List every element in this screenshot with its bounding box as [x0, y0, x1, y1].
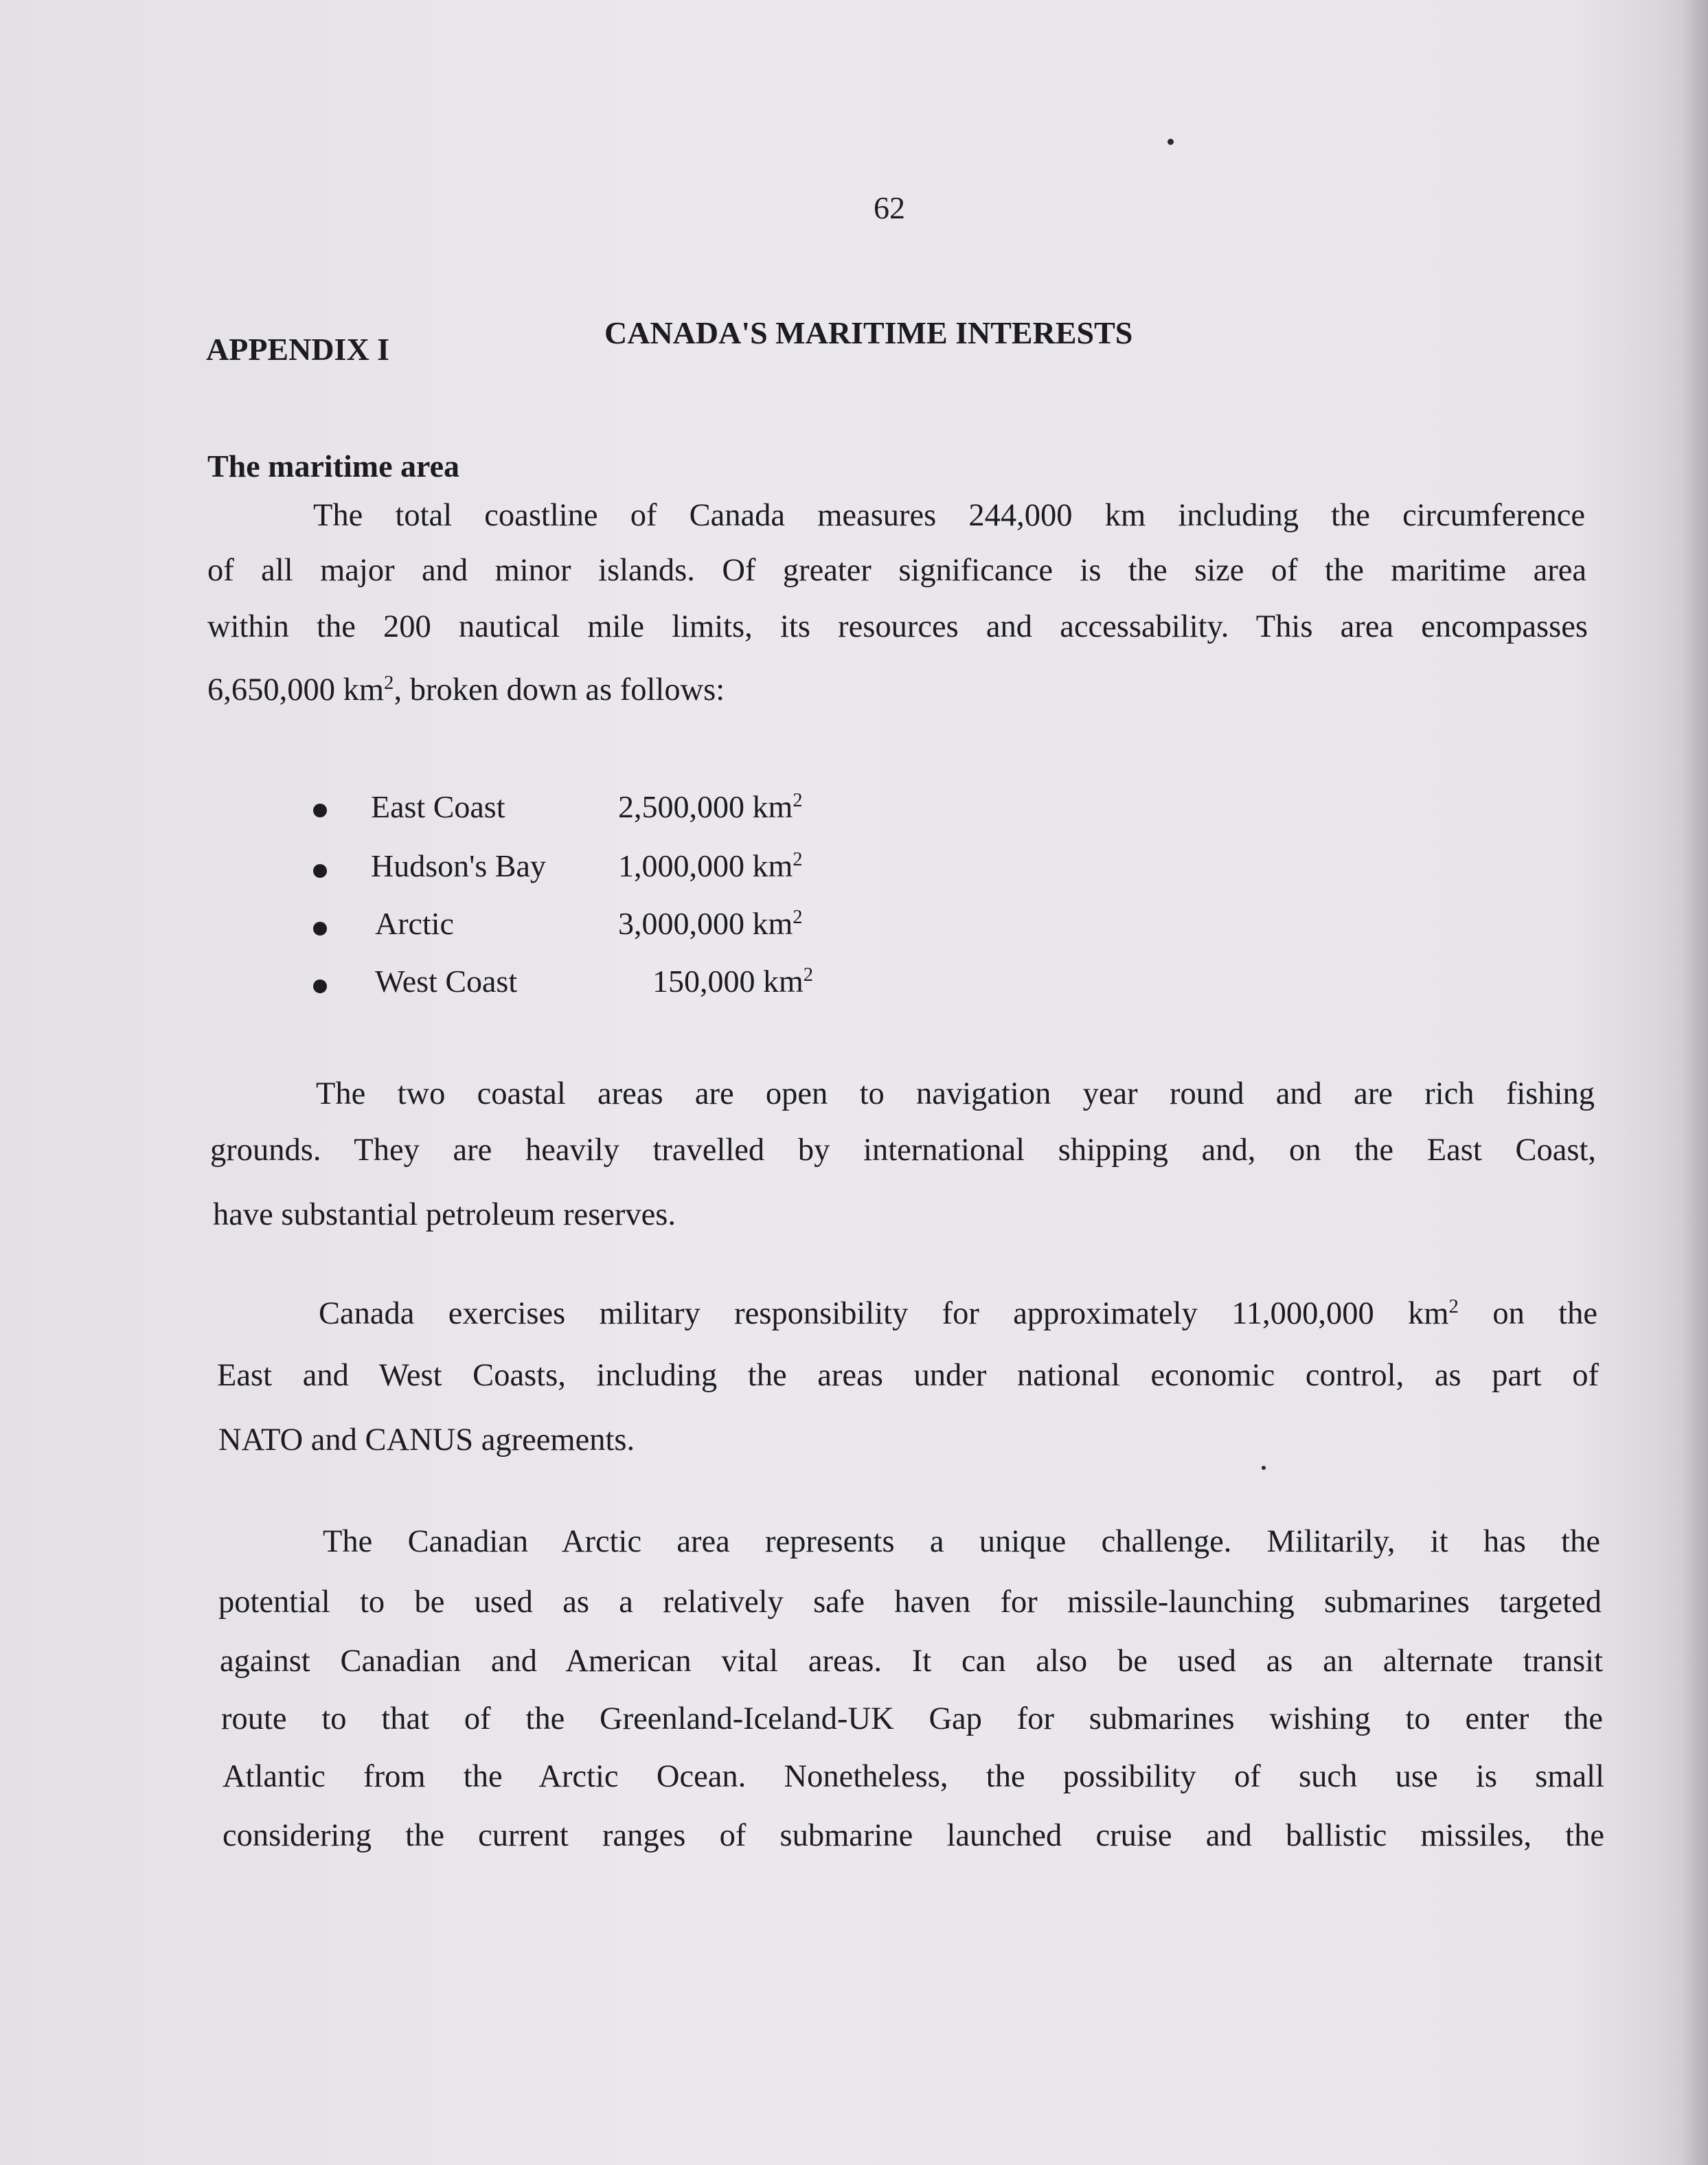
paragraph-line: within the 200 nautical mile limits, its resources and accessability. This area encompasses: [207, 609, 1588, 644]
paragraph-line: route to that of the Greenland-Iceland-UK Gap for submarines wishing to enter the: [221, 1701, 1603, 1736]
paragraph-line: [207, 672, 725, 707]
area-value: 2,500,000 $km^2$: [618, 789, 803, 824]
paragraph-line: have substantial petroleum reserves.: [213, 1197, 676, 1232]
paragraph-line: against Canadian and American vital areas. It can also be used as an alternate transit: [220, 1644, 1603, 1679]
area-region: West Coast: [375, 964, 518, 999]
paragraph-line: grounds. They are heavily travelled by international shipping and, on the East Coast,: [210, 1133, 1596, 1168]
superscript: 2: [1448, 1295, 1459, 1318]
area-region: Hudson's Bay: [371, 848, 546, 883]
bullet-icon: [313, 979, 327, 993]
area-total: 6,650,000 km: [207, 672, 385, 707]
superscript: 2: [384, 672, 394, 694]
paragraph-line: potential to be used as a relatively safe haven for missile-launching submarines targeted: [218, 1585, 1602, 1620]
page-edge-shadow: [1681, 0, 1708, 2165]
paragraph-line: of all major and minor islands. Of greater significance is the size of the maritime area: [207, 553, 1586, 588]
paragraph-line: The total coastline of Canada measures 244,000 km including the circumference: [313, 498, 1585, 533]
area-value: 1,000,000 $km^2$: [618, 848, 803, 883]
paragraph-line: Atlantic from the Arctic Ocean. Nonetheless, the possibility of such use is small: [223, 1759, 1604, 1794]
appendix-label: APPENDIX I: [206, 332, 390, 367]
paragraph-line: East and West Coasts, including the areas under national economic control, as part of: [217, 1358, 1599, 1393]
bullet-icon: [313, 804, 327, 817]
paragraph-line: The two coastal areas are open to navigation year round and are rich fishing: [316, 1076, 1595, 1111]
paragraph-line: considering the current ranges of submarine launched cruise and ballistic missiles, the: [223, 1818, 1604, 1853]
section-heading: The maritime area: [207, 449, 460, 484]
bullet-icon: [313, 864, 327, 878]
line-text: Canada exercises military responsibility for approximately 11,000,000 km: [319, 1296, 1449, 1331]
area-value: 150,000 $km^2$: [652, 964, 814, 999]
area-region: Arctic: [375, 906, 454, 941]
area-value: 3,000,000 $km^2$: [618, 906, 803, 941]
appendix-title: CANADA'S MARITIME INTERESTS: [604, 315, 1133, 350]
bullet-icon: [313, 922, 327, 936]
line-text: on the: [1458, 1296, 1597, 1331]
paragraph-line: The Canadian Arctic area represents a unique challenge. Militarily, it has the: [323, 1524, 1600, 1559]
ink-speck: [1262, 1466, 1266, 1470]
area-region: East Coast: [371, 789, 505, 824]
page-number: 62: [874, 190, 905, 225]
paragraph-line: [319, 1295, 1597, 1331]
paragraph-line: NATO and CANUS agreements.: [218, 1422, 635, 1458]
ink-speck: [1168, 139, 1174, 145]
line-text: , broken down as follows:: [394, 672, 725, 707]
